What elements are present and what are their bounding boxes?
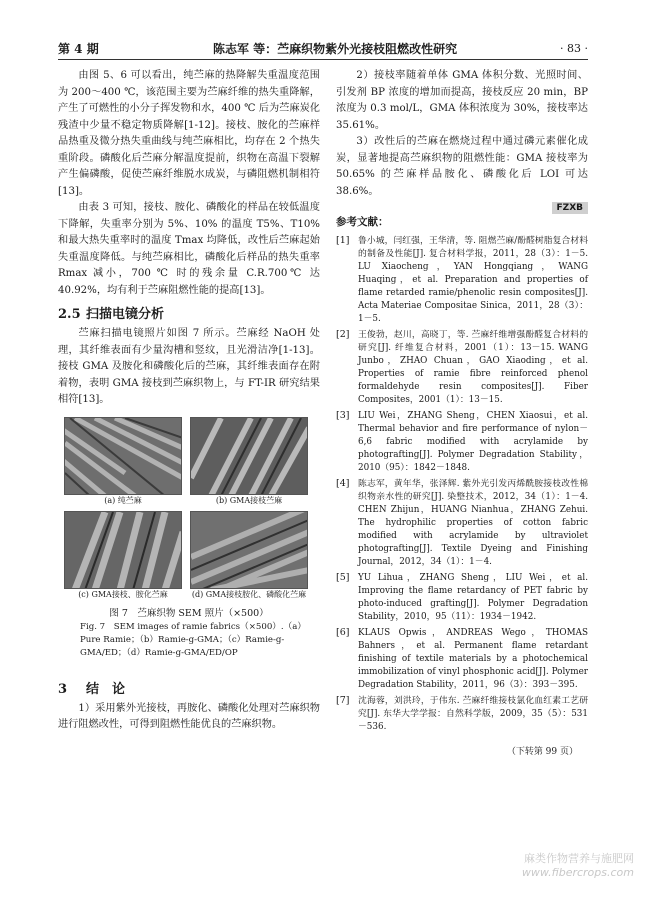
section-title: 结 论: [86, 681, 126, 697]
sem-image-c: [64, 511, 182, 589]
paragraph-conclusion-2: 2）接枝率随着单体 GMA 体积分数、光照时间、引发剂 BP 浓度的增加而提高，接枝反应 20 min，BP 浓度为 0.3 mol/L，GMA 体积浓度为 30%，接枝率达 35.61%。: [336, 70, 588, 131]
reference-text: LIU Wei，ZHANG Sheng，CHEN Xiaosui，et al. Thermal behavior and fire performance of nylon－6,6 fabric modified with acrylamide by photografting[J]. Polymer Degradation Stability，2010（95）：1842－1848.: [358, 411, 588, 473]
left-column: [58, 68, 320, 734]
page-number: · 83 ·: [560, 42, 588, 55]
fzxb-badge: FZXB: [552, 202, 588, 214]
reference-item: [336, 410, 588, 475]
right-column: [336, 68, 588, 757]
reference-item: [336, 329, 588, 407]
references-title: 参考文献：: [336, 216, 389, 228]
reference-number: [3]: [336, 410, 350, 421]
reference-item: [336, 478, 588, 569]
reference-number: [7]: [336, 695, 350, 706]
watermark: [464, 850, 634, 879]
panel-caption-a: (a) 纯苎麻: [104, 495, 142, 505]
continued-note: （下转第 99 页）: [506, 747, 578, 757]
section-heading-2-5: [58, 303, 320, 322]
reference-text: 沈海蓉，刘洪玲，于伟东. 苎麻纤维接枝氯化血红素工艺研究[J]. 东华大学学报：自然科学版，2009，35（5）：531－536.: [358, 696, 588, 732]
paragraph-conclusion-3: 3）改性后的苎麻在燃烧过程中通过磷元素催化成炭，显著地提高苎麻织物的阻燃性能：GMA 接枝率为 50.65% 的苎麻样品胺化、磷酸化后 LOI 可达 38.6%。: [336, 136, 588, 197]
reference-list: [336, 235, 588, 734]
reference-number: [5]: [336, 572, 350, 583]
reference-number: [4]: [336, 478, 350, 489]
paragraph-sem: 苎麻扫描电镜照片如图 7 所示。苎麻经 NaOH 处理，其纤维表面有少量沟槽和竖纹，且光滑洁净[1-13]。接枝 GMA 及胺化和磷酸化后的苎麻，其纤维表面存在附着物，表明 GMA 接枝到苎麻织物上，与 FT-IR 研究结果相符[13]。: [58, 328, 320, 405]
panel-caption-c: (c) GMA接枝、胺化苎麻: [78, 589, 168, 599]
figure-caption-cn: 图 7 苎麻织物 SEM 照片（×500）: [109, 607, 269, 619]
paragraph-table3: 由表 3 可知，接枝、胺化、磷酸化的样品在较低温度下降解，失重率分别为 5%、10% 的温度 T5%、T10% 和最大热失重率时的温度 Tmax 均降低，改性后苎麻起始失重温度降低。与纯苎麻相比，磷酸化后样品的热失重率 Rmax 减小，700 ℃ 时的残余量 C.R.700℃ 达 40.92%，均有利于苎麻阻燃性能的提高[13]。: [58, 202, 320, 296]
paragraph-conclusion-1: 1）采用紫外光接枝，再胺化、磷酸化处理对苎麻织物进行阻燃改性，可得到阻燃性能优良的苎麻织物。: [58, 702, 320, 730]
reference-text: 陈志军，黄年华，张泽辉. 紫外光引发丙烯酰胺接枝改性棉织物亲水性的研究[J]. 染整技术，2012，34（1）：1－4. CHEN Zhijun，HUANG Nianhua，ZHANG Zehui. The hydrophilic properties of cotton fabric modified with acrylamide by ultraviolet photografting[J]. Textile Dyeing and Finishing Journal，2012，34（1）：1－4.: [358, 479, 588, 567]
section-heading-3: [58, 678, 320, 697]
sem-image-a: [64, 417, 182, 495]
figure-7: [64, 417, 314, 660]
watermark-url: www.fibercrops.com: [521, 866, 634, 879]
section-number: 3: [58, 681, 68, 697]
paragraph-tga: 由图 5、6 可以看出，纯苎麻的热降解失重温度范围为 200～400 ℃，该范围主要为苎麻纤维的热失重降解，产生了可燃性的小分子挥发物和水，400 ℃ 后为苎麻炭化残渣中少量不稳定物质降解[1-12]。接枝、胺化的苎麻样品热重及微分热失重曲线与纯苎麻相比，均存在 2 个热失重阶段。磷酸化后苎麻分解温度提前，织物在高温下裂解产生偏磷酸，促使苎麻纤维脱水成炭，与磷阻燃机制相符[13]。: [58, 70, 320, 197]
reference-text: 王俊勃，赵川，高晓丁，等. 苎麻纤维增强酚醛复合材料的研究[J]. 纤维复合材料，2001（1）：13－15. WANG Junbo，ZHAO Chuan，GAO Xiaoding，et al. Properties of ramie fibre reinforced phenol formaldehyde resin composites[J]. Fiber Composites，2001（1）：13－15.: [358, 330, 588, 405]
panel-caption-b: (b) GMA接枝苎麻: [215, 495, 283, 505]
sem-image-d: [190, 511, 308, 589]
running-title: 陈志军 等：苎麻织物紫外光接枝阻燃改性研究: [213, 42, 458, 56]
reference-item: [336, 235, 588, 326]
reference-number: [6]: [336, 627, 350, 638]
reference-item: [336, 572, 588, 624]
reference-text: 鲁小城，闫红强，王华清，等. 阻燃苎麻/酚醛树脂复合材料的制备及性能[J]. 复合材料学报，2011，28（3）：1－5. LU Xiaocheng，YAN Hongqiang，WANG Huaqing，et al. Preparation and properties of flame retarded ramie/phenolic resin composites[J]. Acta Materiae Compositae Sinica，2011，28（3）：1－5.: [358, 236, 588, 324]
reference-number: [2]: [336, 329, 350, 340]
panel-caption-d: (d) GMA接枝胺化、磷酸化苎麻: [191, 589, 307, 599]
issue-label: 第 4 期: [58, 42, 99, 56]
reference-text: KLAUS Opwis，ANDREAS Wego，THOMAS Bahners，et al. Permanent flame retardant finishing of textile materials by a photochemical immobilization of vinyl phosphonic acid[J]. Polymer Degradation Stability，2011，96（3）：393－395.: [358, 628, 588, 690]
section-title: 扫描电镜分析: [86, 307, 165, 322]
sem-image-b: [190, 417, 308, 495]
watermark-text: 麻类作物营养与施肥网: [524, 852, 634, 865]
reference-item: [336, 695, 588, 734]
page-header: [58, 38, 588, 60]
reference-item: [336, 627, 588, 692]
figure-caption-en: Fig. 7 SEM images of ramie fabrics（×500）.（a）Pure Ramie；（b）Ramie-g-GMA；（c）Ramie-g-GMA/ED；（d）Ramie-g-GMA/ED/OP: [80, 621, 306, 658]
reference-text: YU Lihua，ZHANG Sheng，LIU Wei，et al. Improving the flame retardancy of PET fabric by photo-induced grafting[J]. Polymer Degradation Stability，2010，95（11）：1934－1942.: [358, 573, 588, 622]
reference-number: [1]: [336, 235, 350, 246]
section-number: 2.5: [58, 307, 81, 322]
